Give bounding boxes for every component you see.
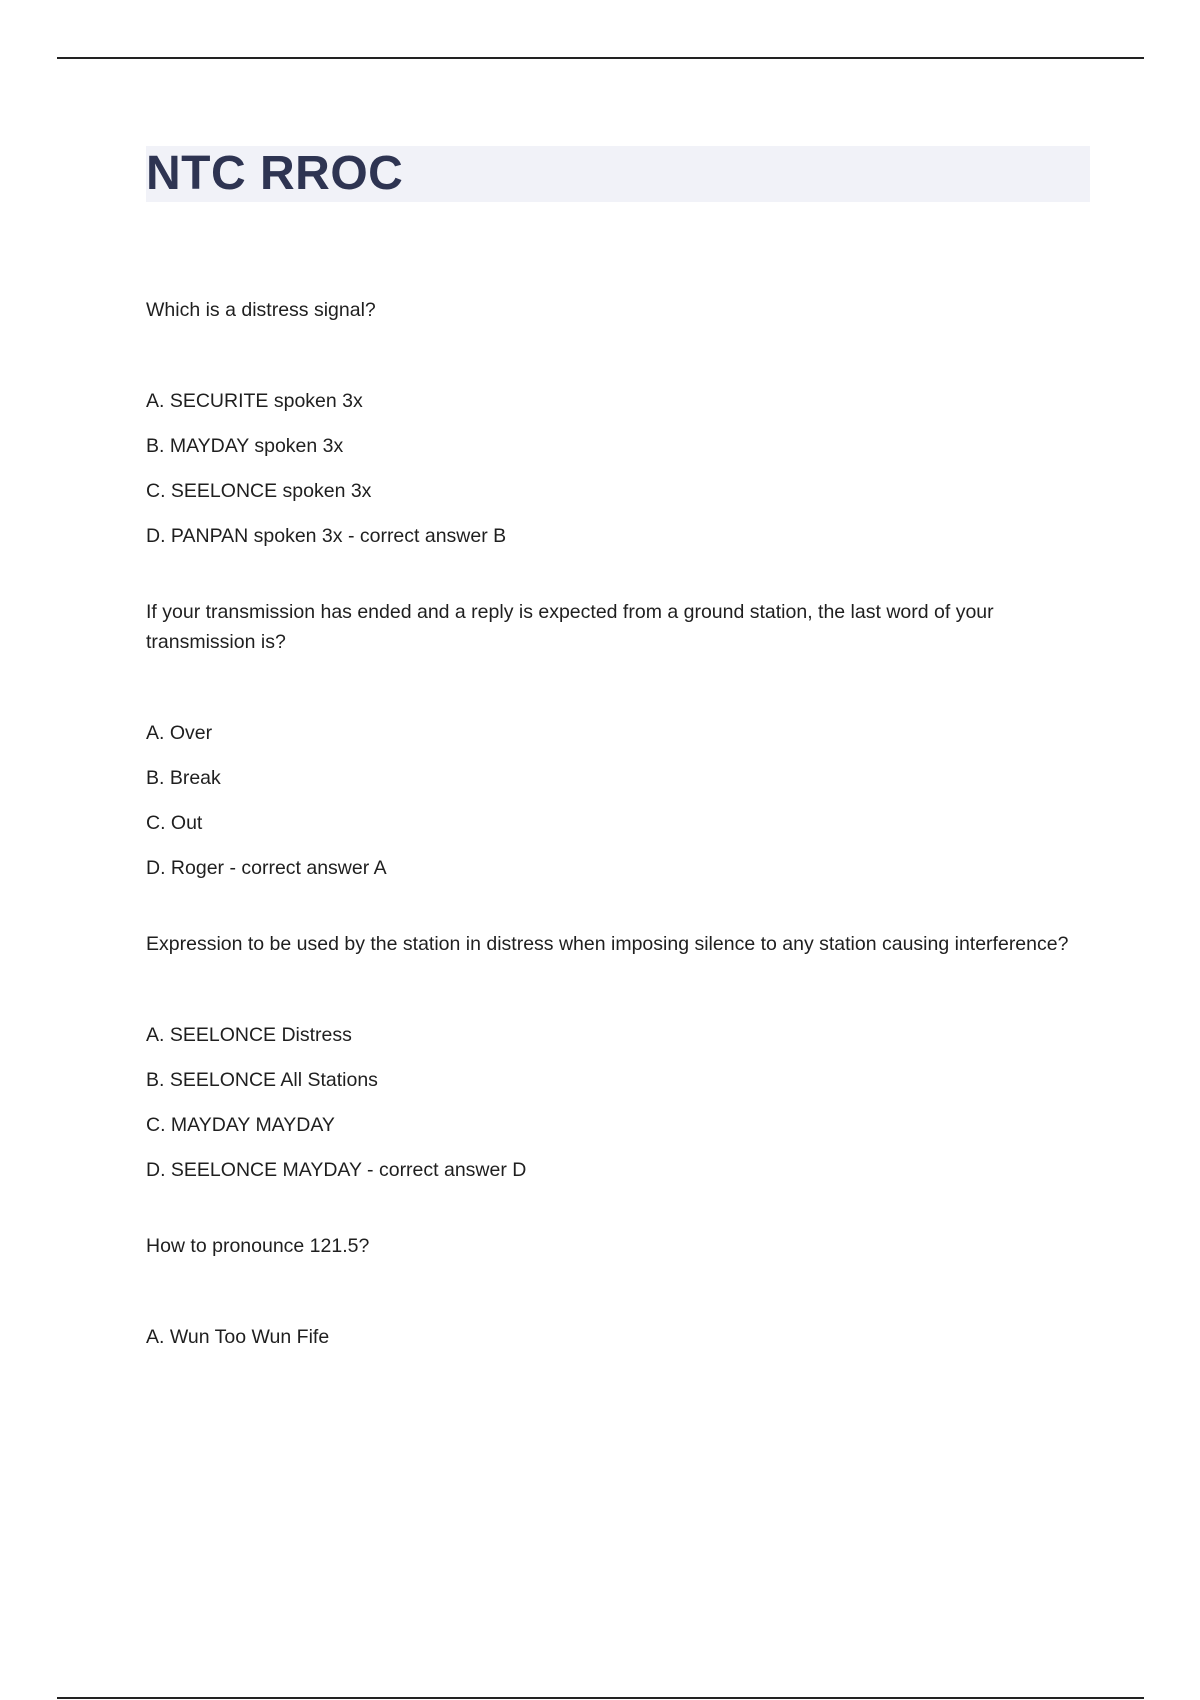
option-item: B. SEELONCE All Stations — [146, 1069, 378, 1091]
option-item: D. Roger - correct answer A — [146, 857, 387, 879]
question-text: Which is a distress signal? — [146, 299, 376, 321]
option-item: B. MAYDAY spoken 3x — [146, 435, 344, 457]
footer-rule — [57, 1697, 1144, 1699]
option-item: B. Break — [146, 767, 221, 789]
question-list — [146, 295, 1090, 1352]
option-item: A. SEELONCE Distress — [146, 1024, 352, 1046]
option-item: A. Over — [146, 722, 213, 744]
title-banner — [146, 146, 1090, 202]
option-item: C. MAYDAY MAYDAY — [146, 1114, 335, 1136]
option-list — [146, 718, 1090, 883]
question-block — [146, 1231, 1090, 1352]
question-text: If your transmission has ended and a reply is expected from a ground station, the last word of your transmission is? — [146, 601, 994, 653]
question-text: How to pronounce 121.5? — [146, 1235, 370, 1257]
option-list — [146, 1020, 1090, 1185]
option-item: D. SEELONCE MAYDAY - correct answer D — [146, 1159, 527, 1181]
question-block — [146, 597, 1090, 883]
option-item: D. PANPAN spoken 3x - correct answer B — [146, 525, 507, 547]
page-title: NTC RROC — [146, 147, 404, 200]
option-item: C. SEELONCE spoken 3x — [146, 480, 372, 502]
option-item: C. Out — [146, 812, 203, 834]
question-text: Expression to be used by the station in distress when imposing silence to any station causing interference? — [146, 933, 1069, 955]
option-list — [146, 1322, 1090, 1352]
document-body — [146, 146, 1090, 1398]
option-item: A. SECURITE spoken 3x — [146, 390, 363, 412]
question-block — [146, 295, 1090, 551]
option-list — [146, 386, 1090, 551]
option-item: A. Wun Too Wun Fife — [146, 1326, 330, 1348]
question-block — [146, 929, 1090, 1185]
header-rule — [57, 57, 1144, 59]
